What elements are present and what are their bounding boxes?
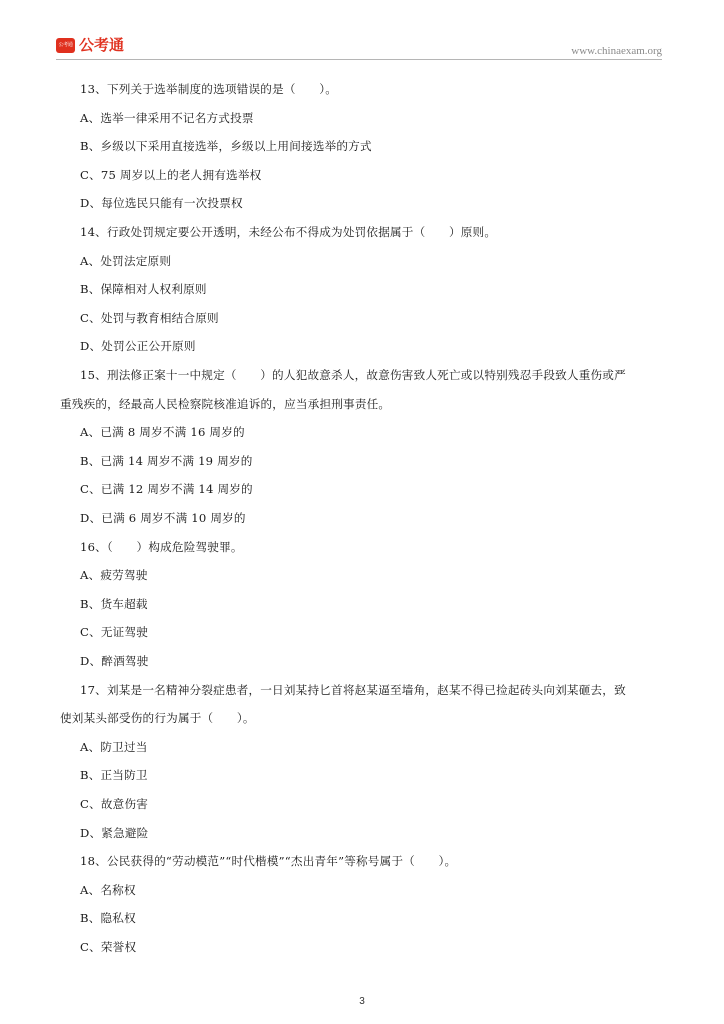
answer-option: D、醉酒驾驶 [80,654,149,668]
answer-option: D、处罚公正公开原则 [80,339,196,354]
logo [56,36,124,54]
answer-option: D、紧急避险 [80,825,149,840]
answer-option: B、正当防卫 [80,768,148,783]
answer-option: A、名称权 [80,882,136,897]
page-number: 3 [359,996,365,1007]
answer-option: C、故意伤害 [80,797,149,811]
logo-text: 公考通 [79,36,125,54]
question-text: 17、刘某是一名精神分裂症患者，一日刘某持匕首将赵某逼至墙角，赵某不得已捡起砖头向刘某砸去，致 [80,682,626,697]
answer-option: A、防卫过当 [80,739,148,754]
header-divider [56,59,662,60]
answer-option: C、75 周岁以上的老人拥有选举权 [80,167,262,182]
answer-option: B、隐私权 [80,911,136,926]
answer-option: A、已满 8 周岁不满 16 周岁的 [80,425,245,440]
question-text: 13、下列关于选举制度的选项错误的是（ ）。 [80,82,338,96]
question-continuation: 使刘某头部受伤的行为属于（ ）。 [60,711,255,726]
answer-option: D、每位选民只能有一次投票权 [80,196,243,211]
answer-option: C、已满 12 周岁不满 14 周岁的 [80,482,253,497]
answer-option: A、选举一律采用不记名方式投票 [80,110,254,125]
question-text: 14、行政处罚规定要公开透明，未经公布不得成为处罚依据属于（ ）原则。 [80,225,497,239]
answer-option: C、无证驾驶 [80,625,149,640]
question-text: 15、刑法修正案十一中规定（ ）的人犯故意杀人，故意伤害致人死亡或以特别残忍手段致人重伤或严 [80,368,626,382]
page-header [56,36,662,58]
answer-option: A、疲劳驾驶 [80,568,148,583]
question-continuation: 重残疾的，经最高人民检察院核准追诉的，应当承担刑事责任。 [60,396,391,411]
answer-option: C、处罚与教育相结合原则 [80,310,219,325]
site-url: www.chinaexam.org [571,45,662,57]
question-text: 18、公民获得的“劳动模范”“时代楷模”“杰出青年”等称号属于（ ）。 [80,854,457,869]
answer-option: D、已满 6 周岁不满 10 周岁的 [80,511,246,525]
answer-option: A、处罚法定原则 [80,253,172,268]
answer-option: B、已满 14 周岁不满 19 周岁的 [80,453,253,468]
logo-badge: 公考通 [56,38,75,53]
answer-option: B、货车超载 [80,596,148,611]
answer-option: B、保障相对人权利原则 [80,282,207,297]
answer-option: C、荣誉权 [80,940,137,954]
answer-option: B、乡级以下采用直接选举，乡级以上用间接选举的方式 [80,139,372,154]
question-text: 16、（ ）构成危险驾驶罪。 [80,539,243,554]
